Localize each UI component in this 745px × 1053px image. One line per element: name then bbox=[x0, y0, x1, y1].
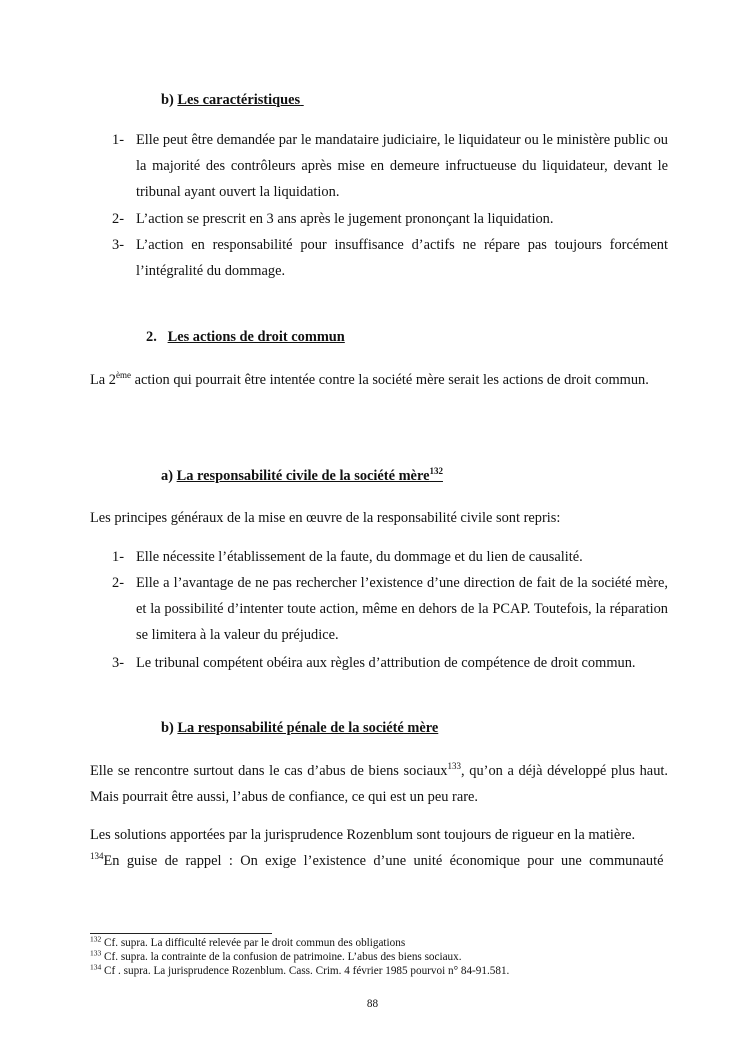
paragraph-droit-commun bbox=[90, 367, 668, 393]
heading-title: La responsabilité pénale de la société mère bbox=[177, 720, 439, 736]
heading-title: Les actions de droit commun bbox=[167, 329, 345, 345]
list-item bbox=[112, 650, 668, 676]
footnote-132 bbox=[90, 934, 406, 950]
heading-resp-civile bbox=[161, 468, 443, 485]
list-text: Elle peut être demandée par le mandataire judiciaire, le liquidateur ou le ministère public ou la majorité des contrôleurs après mise en demeure infructueuse du liquidateur, devant le tribunal ayant ouvert la liquidation. bbox=[136, 132, 668, 200]
text-run: La 2 bbox=[90, 372, 116, 388]
footnote-ref: 132 bbox=[429, 466, 443, 477]
heading-number: 2. bbox=[146, 329, 157, 345]
list-text: Elle nécessite l’établissement de la faute, du dommage et du lien de causalité. bbox=[136, 549, 583, 565]
list-number: 1- bbox=[112, 549, 124, 565]
list-item bbox=[112, 232, 668, 284]
heading-letter: a) bbox=[161, 468, 173, 484]
text-run: En guise de rappel : On exige l’existence d’une unité économique pour une communauté bbox=[103, 853, 664, 869]
list-item bbox=[112, 544, 668, 570]
list-text: Elle a l’avantage de ne pas rechercher l’existence d’une direction de fait de la société mère, et la possibilité d’intenter toute action, même en dehors de la PCAP. Toutefois, la réparation se limitera à la valeur du préjudice. bbox=[136, 575, 668, 643]
list-text: Le tribunal compétent obéira aux règles d’attribution de compétence de droit commun. bbox=[136, 655, 636, 671]
paragraph-intro: Les principes généraux de la mise en œuvre de la responsabilité civile sont repris: bbox=[90, 510, 561, 526]
list-number: 2- bbox=[112, 211, 124, 227]
list-number: 3- bbox=[112, 237, 124, 253]
list-item bbox=[112, 570, 668, 648]
list-item bbox=[112, 206, 668, 232]
footnote-134 bbox=[90, 962, 510, 978]
list-item bbox=[112, 127, 668, 205]
paragraph-penale-1 bbox=[90, 758, 668, 810]
superscript: ème bbox=[115, 370, 131, 381]
page-number: 88 bbox=[366, 998, 379, 1010]
list-number: 2- bbox=[112, 575, 124, 591]
footnote-number: 134 bbox=[90, 962, 102, 972]
heading-letter: b) bbox=[161, 92, 174, 108]
heading-letter: b) bbox=[161, 720, 174, 736]
text-run: action qui pourrait être intentée contre la société mère serait les actions de droit commun. bbox=[130, 372, 649, 388]
footnote-separator bbox=[90, 933, 272, 934]
text-run: Elle se rencontre surtout dans le cas d’abus de biens sociaux bbox=[90, 763, 448, 779]
footnote-number: 133 bbox=[90, 948, 102, 958]
heading-title bbox=[177, 468, 443, 484]
footnote-ref: 134 bbox=[90, 851, 104, 862]
list-text: L’action en responsabilité pour insuffisance d’actifs ne répare pas toujours forcément l’intégralité du dommage. bbox=[136, 237, 668, 279]
footnote-133 bbox=[90, 948, 462, 964]
heading-caracteristiques bbox=[161, 92, 304, 109]
footnote-ref: 133 bbox=[447, 761, 461, 772]
list-number: 1- bbox=[112, 132, 124, 148]
footnote-text: Cf. supra. la contrainte de la confusion de patrimoine. L’abus des biens sociaux. bbox=[101, 951, 462, 963]
list-text: L’action se prescrit en 3 ans après le jugement prononçant la liquidation. bbox=[136, 211, 554, 227]
list-number: 3- bbox=[112, 655, 124, 671]
heading-title: Les caractéristiques bbox=[177, 92, 301, 108]
heading-resp-penale bbox=[161, 720, 438, 737]
paragraph-penale-2 bbox=[90, 822, 668, 874]
heading-droit-commun bbox=[146, 329, 345, 346]
text-run: , qu’on a déjà développé plus haut. Mais pourrait être aussi, l’abus de confiance, ce qui est un peu rare. bbox=[90, 763, 668, 805]
footnote-text: Cf . supra. La jurisprudence Rozenblum. Cass. Crim. 4 février 1985 pourvoi n° 84-91.581. bbox=[101, 965, 510, 977]
text-run: Les solutions apportées par la jurisprudence Rozenblum sont toujours de rigueur en la matière. bbox=[90, 827, 636, 843]
footnote-text: Cf. supra. La difficulté relevée par le droit commun des obligations bbox=[101, 937, 406, 949]
heading-title-text: La responsabilité civile de la société mère bbox=[176, 468, 430, 484]
footnote-number: 132 bbox=[90, 934, 102, 944]
